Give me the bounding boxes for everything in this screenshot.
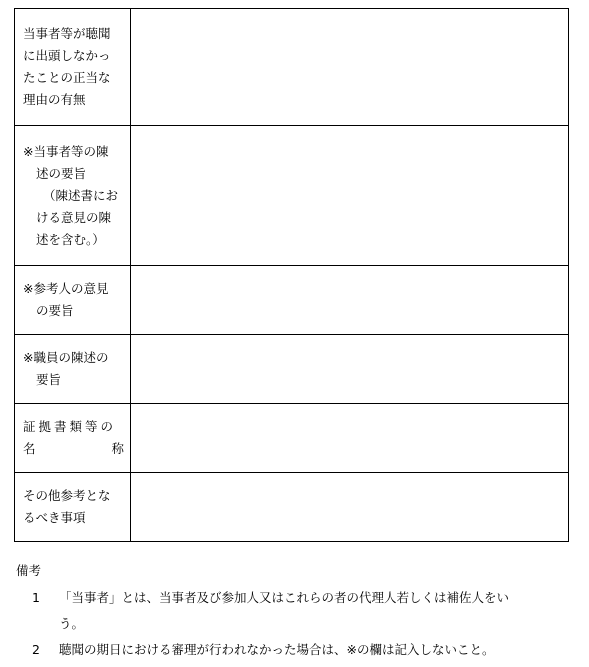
label-line: （陳述書にお: [43, 187, 119, 203]
remark-text: 聴聞の期日における審理が行われなかった場合は、※の欄は記入しないこと。: [59, 642, 495, 657]
row-label-reason-for-absence: [15, 9, 131, 126]
label-line: に出頭しなかっ: [23, 48, 111, 63]
label-fragment: 称: [111, 441, 124, 456]
remark-number: 2: [32, 642, 40, 657]
row-label-party-statement: [15, 126, 131, 266]
table-row: [15, 335, 569, 404]
label-line: ける意見の陳: [36, 209, 112, 225]
table-row: [15, 404, 569, 473]
table-row: [15, 266, 569, 335]
value-cell-other-matters[interactable]: [131, 473, 569, 542]
hearing-record-table: [14, 8, 569, 542]
label-line: ※当事者等の陳: [23, 143, 109, 159]
value-cell-staff-statement[interactable]: [131, 335, 569, 404]
label-fragment: 名: [23, 441, 36, 456]
label-line: 当事者等が聴聞: [23, 26, 111, 41]
value-cell-evidence-documents[interactable]: [131, 404, 569, 473]
label-line: ※参考人の意見: [23, 281, 109, 296]
label-line: 述の要旨: [36, 165, 87, 181]
label-line: るべき事項: [23, 510, 86, 525]
label-line: 理由の有無: [23, 92, 86, 107]
remark-number: 1: [32, 590, 40, 605]
label-line: その他参考とな: [23, 488, 111, 503]
table-row: [15, 126, 569, 266]
label-line-spread: [15, 438, 130, 460]
value-cell-reason-for-absence[interactable]: [131, 9, 569, 126]
label-line: たことの正当な: [23, 70, 111, 85]
value-cell-party-statement[interactable]: [131, 126, 569, 266]
row-label-witness-opinion: [15, 266, 131, 335]
label-line: 証拠書類等の: [23, 419, 117, 434]
label-line: の要旨: [36, 303, 74, 318]
label-line: ※職員の陳述の: [23, 350, 109, 365]
row-label-other-matters: [15, 473, 131, 542]
remark-text: 「当事者」とは、当事者及び参加人又はこれらの者の代理人若しくは補佐人をい: [59, 590, 510, 605]
label-line: 要旨: [36, 372, 62, 387]
table-row: [15, 473, 569, 542]
label-line: 述を含む。）: [36, 231, 105, 247]
row-label-staff-statement: [15, 335, 131, 404]
value-cell-witness-opinion[interactable]: [131, 266, 569, 335]
remarks-title: 備考: [16, 563, 42, 578]
row-label-evidence-documents: [15, 404, 131, 473]
table-row: [15, 9, 569, 126]
remark-text-continued: う。: [59, 616, 85, 631]
